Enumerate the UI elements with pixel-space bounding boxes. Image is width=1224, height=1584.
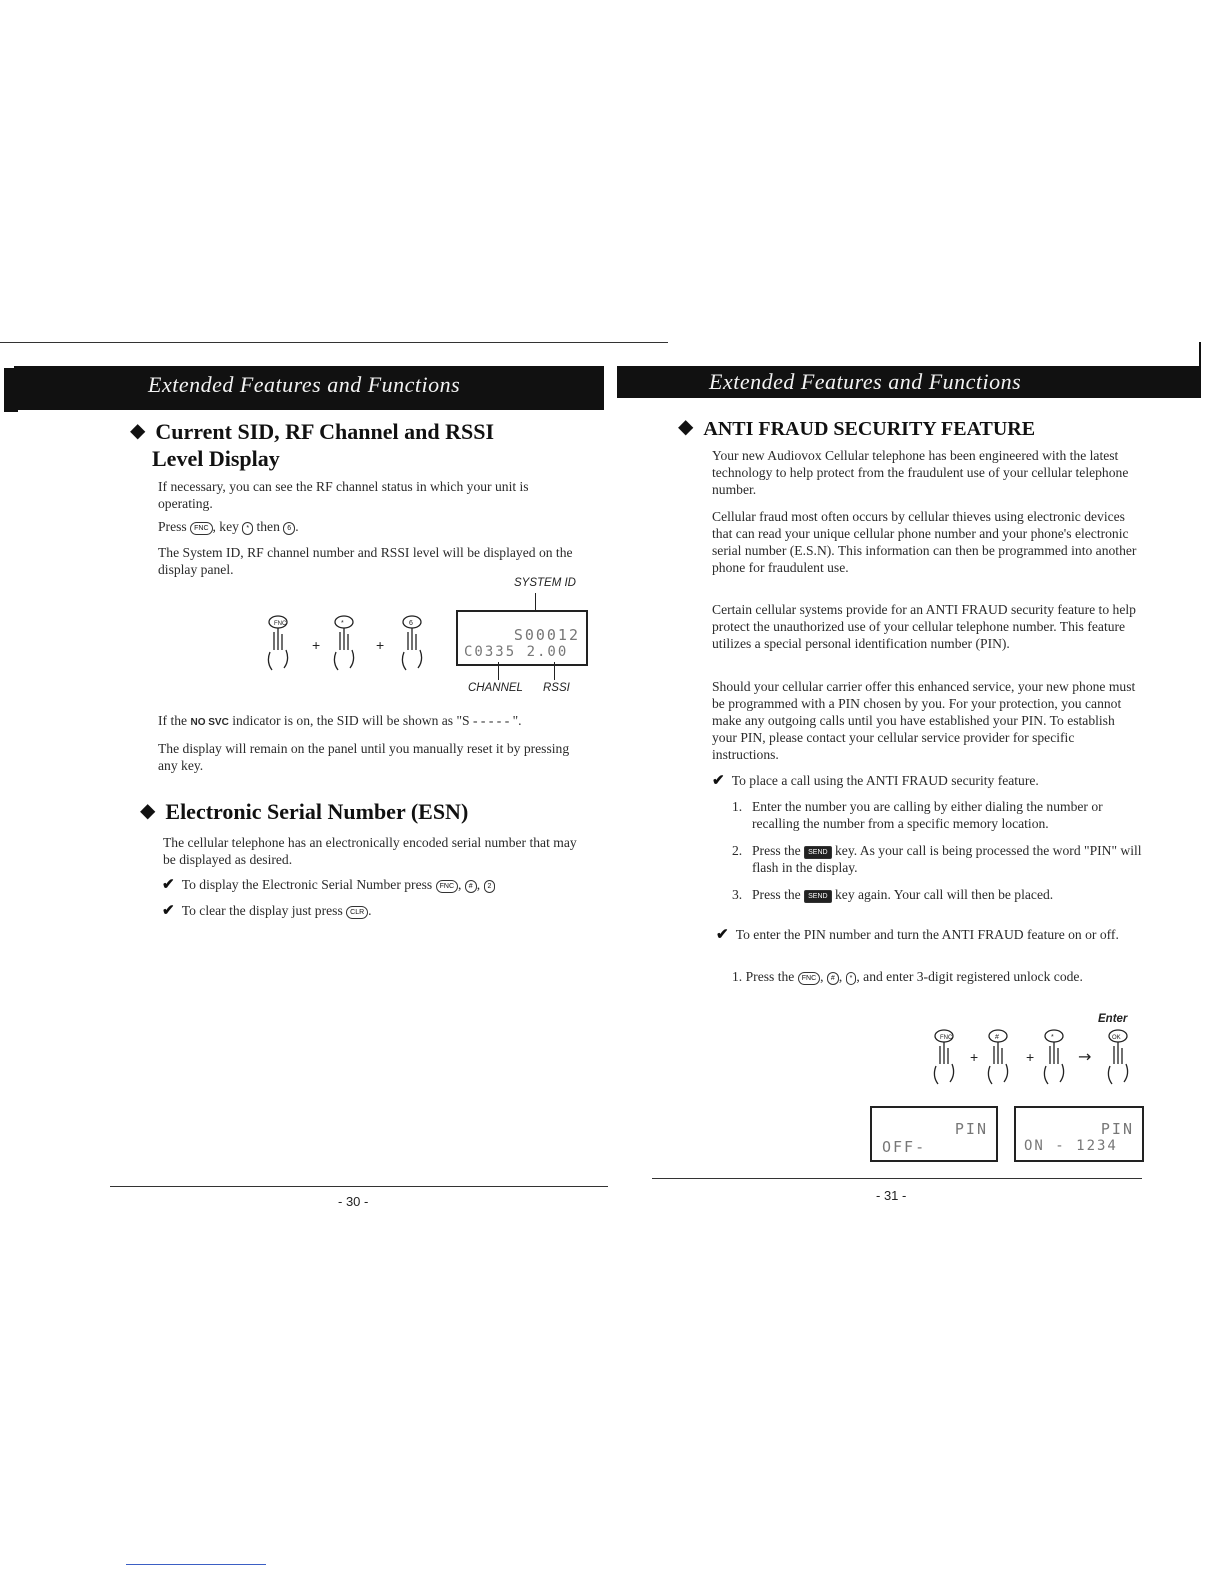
left-page-number: - 30 - — [338, 1194, 369, 1209]
svg-text:+: + — [312, 637, 321, 653]
left-bottom-rule — [110, 1186, 608, 1187]
send-key-icon: SEND — [804, 846, 831, 859]
svg-text:#: # — [995, 1034, 999, 1041]
list-item: 1. Enter the number you are calling by either dialing the number or recalling the number from a specific memory location. — [732, 799, 1103, 831]
six-key-icon: 6 — [283, 522, 295, 535]
finger-star-icon — [1044, 1030, 1063, 1084]
checkmark-icon: ✔ — [712, 773, 725, 789]
svg-text:+: + — [376, 637, 385, 653]
svg-text:*: * — [1051, 1034, 1054, 1041]
no-svc-paragraph: If the NO SVC indicator is on, the SID will be shown as "S - - - - - ". — [158, 713, 522, 728]
section-title-esn: ◆ Electronic Serial Number (ESN) — [140, 799, 469, 824]
checkmark-icon: ✔ — [162, 877, 175, 893]
esn-display-instruction: ✔ To display the Electronic Serial Number press FNC , # , 2 — [162, 876, 602, 894]
finger-star-icon — [334, 616, 353, 670]
clr-key-icon: CLR — [346, 906, 368, 919]
sid-press-instruction: Press FNC , key * then 6 . — [158, 519, 299, 534]
bottom-blue-rule — [126, 1564, 266, 1565]
lcd-sid-display — [456, 610, 588, 666]
key-sequence-figure — [262, 612, 432, 672]
svg-text:FNC: FNC — [274, 621, 287, 627]
place-call-instruction: ✔ To place a call using the ANTI FRAUD security feature. — [712, 773, 1039, 789]
svg-text:6: 6 — [409, 620, 413, 627]
svg-text:+: + — [1026, 1049, 1035, 1065]
right-banner-title: Extended Features and Functions — [709, 369, 1022, 394]
svg-text:→: → — [1078, 1047, 1092, 1066]
sid-intro-paragraph: If necessary, you can see the RF channel status in which your unit is operating. — [158, 479, 529, 511]
label-enter: Enter — [1098, 1013, 1128, 1025]
checkmark-icon: ✔ — [162, 903, 175, 919]
anti-fraud-paragraph-1: Your new Audiovox Cellular telephone has been engineered with the latest technology to help protect from the fraudulent use of your cellular telephone number. — [712, 448, 1129, 497]
lcd-channel-line: C0335 2.00 — [464, 644, 569, 660]
star-key-icon: * — [846, 972, 857, 985]
lcd-pin-label: PIN — [954, 1120, 988, 1138]
anti-fraud-paragraph-3: Certain cellular systems provide for an ANTI FRAUD security feature to help protect the unauthorized use of your cellular telephone number. This feature utilizes a special personal identification number (PIN). — [712, 602, 1136, 651]
lcd-pin-on — [1014, 1106, 1144, 1162]
lcd-pin-state: OFF- — [882, 1138, 927, 1156]
list-item: 3. Press the SEND key again. Your call will then be placed. — [732, 887, 1054, 902]
esn-intro-paragraph: The cellular telephone has an electronically encoded serial number that may be displayed as desired. — [163, 835, 577, 867]
fnc-key-icon: FNC — [190, 522, 212, 535]
esn-clear-instruction: ✔ To clear the display just press CLR . — [162, 903, 372, 919]
right-banner — [617, 366, 1201, 398]
lcd-pin-label: PIN — [1100, 1120, 1134, 1138]
pin-key-sequence-figure — [928, 1026, 1136, 1086]
lcd-sid-line: S00012 — [513, 626, 580, 644]
svg-text:FNC: FNC — [940, 1035, 953, 1041]
left-banner-title: Extended Features and Functions — [148, 372, 461, 397]
top-rule — [0, 342, 668, 343]
fnc-key-icon: FNC — [436, 880, 458, 893]
pound-key-icon: # — [465, 880, 477, 893]
right-page-number: - 31 - — [876, 1188, 907, 1203]
send-key-icon: SEND — [804, 890, 831, 903]
diamond-bullet-icon: ◆ — [130, 420, 146, 442]
enter-pin-instruction: ✔ To enter the PIN number and turn the ANTI FRAUD feature on or off. — [716, 927, 1119, 943]
rssi-pointer — [554, 662, 555, 680]
sid-display-paragraph: The System ID, RF channel number and RSSI level will be displayed on the display panel. — [158, 545, 573, 577]
enter-pin-step: 1. Press the FNC , # , * , and enter 3-digit registered unlock code. — [732, 969, 1083, 984]
lcd-pin-off — [870, 1106, 998, 1162]
diamond-bullet-icon: ◆ — [140, 800, 156, 822]
pound-key-icon: # — [827, 972, 839, 985]
star-key-icon: * — [242, 522, 253, 535]
display-remain-paragraph: The display will remain on the panel until you manually reset it by pressing any key. — [158, 741, 570, 773]
label-system-id: SYSTEM ID — [514, 577, 576, 589]
anti-fraud-paragraph-4: Should your cellular carrier offer this enhanced service, your new phone must be programmed with a PIN chosen by you. For your protection, you cannot make any outgoing calls until you have established your PIN. To establish your PIN, please contact your cellular service provider for specific instructions. — [712, 679, 1136, 762]
svg-text:OK: OK — [1112, 1035, 1121, 1041]
two-key-icon: 2 — [484, 880, 496, 893]
list-item: 2. Press the SEND key. As your call is being processed the word "PIN" will flash in the display. — [732, 843, 1142, 875]
channel-pointer — [498, 662, 499, 680]
svg-text:+: + — [970, 1049, 979, 1065]
no-svc-indicator: NO SVC — [190, 717, 229, 728]
label-channel: CHANNEL — [468, 682, 523, 694]
section-title-sid: ◆ Current SID, RF Channel and RSSI Level Display — [130, 419, 495, 471]
anti-fraud-paragraph-2: Cellular fraud most often occurs by cellular thieves using electronic devices that can read your unique cellular phone number and your phone's electronic serial number (E.S.N). This information can then be programmed into another phone for fraudulent use. — [712, 509, 1137, 575]
right-bottom-rule — [652, 1178, 1142, 1179]
label-rssi: RSSI — [543, 682, 570, 694]
fnc-key-icon: FNC — [798, 972, 820, 985]
place-call-steps — [732, 798, 1142, 913]
checkmark-icon: ✔ — [716, 927, 729, 943]
section-title-anti-fraud: ◆ ANTI FRAUD SECURITY FEATURE — [678, 416, 1036, 440]
svg-text:*: * — [341, 620, 344, 627]
lcd-pin-state: ON - 1234 — [1024, 1138, 1118, 1154]
diamond-bullet-icon: ◆ — [678, 416, 694, 438]
left-banner — [14, 366, 604, 410]
